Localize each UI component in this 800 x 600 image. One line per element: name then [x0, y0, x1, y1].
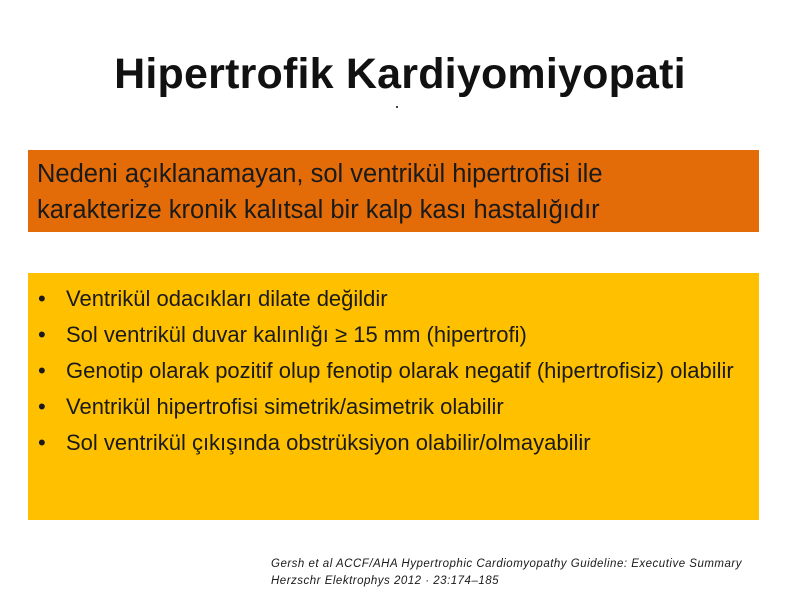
decorative-dot [396, 106, 398, 108]
bullet-text: Ventrikül odacıkları dilate değildir [66, 286, 388, 311]
bullet-icon: • [38, 322, 46, 347]
citation [271, 556, 742, 590]
bullet-icon: • [38, 358, 46, 383]
bullet-item [38, 283, 739, 314]
definition-text [37, 156, 749, 228]
definition-line-1: Nedeni açıklanamayan, sol ventrikül hipertrofisi ile [37, 160, 603, 188]
bullet-item [38, 355, 739, 386]
bullet-icon: • [38, 286, 46, 311]
bullet-text: Sol ventrikül çıkışında obstrüksiyon olabilir/olmayabilir [66, 430, 591, 455]
definition-line-2: karakterize kronik kalıtsal bir kalp kası hastalığıdır [37, 196, 600, 224]
bullet-list [38, 283, 739, 458]
definition-box [28, 150, 759, 232]
bullet-item [38, 391, 739, 422]
bullet-item [38, 319, 739, 350]
bullets-box [28, 273, 759, 520]
bullet-text: Genotip olarak pozitif olup fenotip olarak negatif (hipertrofisiz) olabilir [66, 358, 734, 383]
bullet-item [38, 427, 739, 458]
slide-title: Hipertrofik Kardiyomiyopati [114, 50, 686, 98]
bullet-text: Sol ventrikül duvar kalınlığı ≥ 15 mm (hipertrofi) [66, 322, 527, 347]
citation-line-1: Gersh et al ACCF/AHA Hypertrophic Cardiomyopathy Guideline: Executive Summary [271, 558, 742, 570]
bullet-icon: • [38, 430, 46, 455]
citation-line-2: Herzschr Elektrophys 2012 · 23:174–185 [271, 575, 500, 587]
bullet-icon: • [38, 394, 46, 419]
bullet-text: Ventrikül hipertrofisi simetrik/asimetrik olabilir [66, 394, 504, 419]
